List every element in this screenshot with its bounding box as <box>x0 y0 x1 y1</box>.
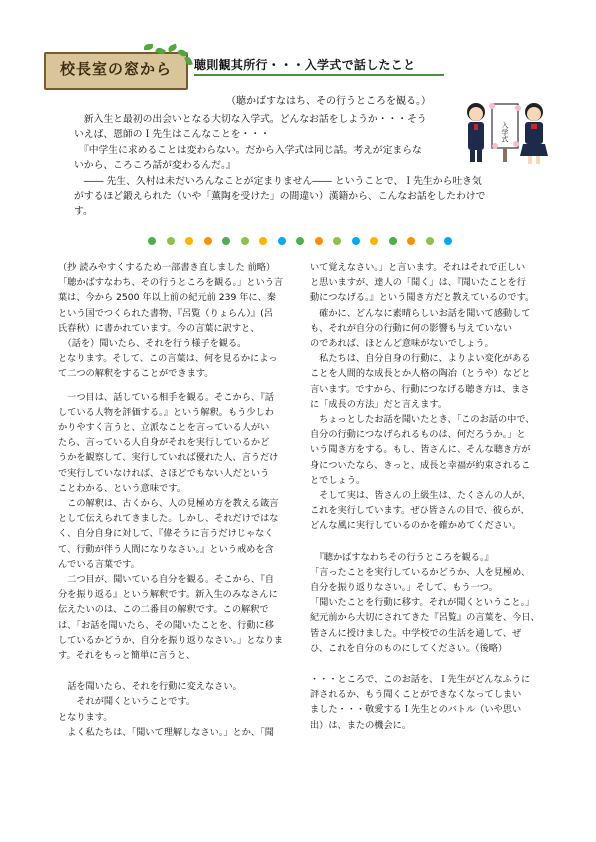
text-line: 葉は、今から 2500 年以上前の紀元前 239 年に、秦 <box>58 292 276 304</box>
text-line: 紀元前から大切にされてきた『呂覧』の言葉を、今日、 <box>310 612 540 624</box>
text-line: どんな風に実行しているのかを確かめてください。 <box>310 520 522 532</box>
divider-dot <box>407 237 415 245</box>
text-line: ひ、これを自分のものにしてください。（後略） <box>310 642 508 654</box>
students-illustration <box>462 94 552 166</box>
divider-dot <box>389 237 397 245</box>
text-line: も、それが自分の行動に何の影響も与えていない <box>310 322 513 334</box>
title-underline <box>194 74 444 76</box>
divider-dot <box>259 237 267 245</box>
text-line: よく私たちは、「聞いて理解しなさい。」とか、「聞 <box>58 726 274 738</box>
intro-line: がするほど鍛えられた（いや「薫陶を受けた」の間違い）漢籍から、こんなお話をしたわけで <box>74 191 486 203</box>
text-line: 一つ目は、話している相手を観る。そこから、『話 <box>58 391 274 403</box>
text-line: となります。 <box>58 711 113 723</box>
intro-line: いえば、恩師のＩ先生はこんなことを・・・ <box>74 129 270 141</box>
students-illustration-graphic <box>462 94 552 166</box>
text-line: それが聞くということです。 <box>58 696 196 708</box>
text-line: て、行動が伴う人間になりなさい。』という戒めを含 <box>58 543 274 555</box>
divider-dot <box>204 237 212 245</box>
divider-dot <box>278 237 286 245</box>
divider-dot <box>444 237 452 245</box>
text-line: 皆さんに授けました。中学校での生活を通して、ぜ <box>310 627 522 639</box>
text-line: て二つの解釈をすることができます。 <box>58 368 214 380</box>
sign-label: 入学式 <box>501 121 509 143</box>
text-line: ことわかる、という意味です。 <box>58 482 186 494</box>
text-line: いて覚えなさい。」と言います。それはそれで正しい <box>310 262 526 273</box>
text-line: ちょっとしたお話を聞いたとき、「このお話の中で、 <box>310 414 535 426</box>
text-line: 確かに、どんなに素晴らしいお話を聞いて感動して <box>310 307 531 319</box>
text-line: ・・・ところで、このお話を、Ｉ先生がどんなふうに <box>310 674 531 686</box>
column-badge <box>44 46 190 88</box>
badge-label: 校長室の窓から <box>59 60 172 78</box>
text-line: 「言ったことを実行しているかどうか、人を見極め、 <box>310 566 531 578</box>
text-line: これを実行しています。ぜひ皆さんの目で、彼らが、 <box>310 505 530 517</box>
text-line: いう聞き方をする。もし、皆さんに、そんな聴き方が <box>310 444 531 456</box>
divider-dot <box>241 237 249 245</box>
left-column <box>58 260 308 740</box>
text-line: この解釈は、古くから、人の見極め方を教える箴言 <box>58 498 279 510</box>
text-line: く、自分自身に対して、『偉そうに言うだけじゃなく <box>58 528 274 540</box>
divider-dot <box>370 237 378 245</box>
text-line: に「成長の方法」だと言えます。 <box>310 398 448 410</box>
text-line: 分を振り返る』という解釈です。新入生のみなさんに <box>58 589 278 601</box>
text-line: たら、言っている人自身がそれを実行しているかど <box>58 437 270 449</box>
text-line: 身についたなら、きっと、成長と幸福が約束されるこ <box>310 459 531 471</box>
divider-dot <box>148 237 156 245</box>
divider-dot <box>426 237 434 245</box>
paragraph-gap <box>310 656 560 672</box>
right-column <box>310 260 560 733</box>
text-line: は、「お話を聞いたら、その聞いたことを、行動に移 <box>58 619 274 631</box>
intro-line: 『中学生に求めることは変わらない。だから入学式は同じ話。考えが定まらな <box>74 144 422 156</box>
divider-dot <box>167 237 175 245</box>
text-line: そして実は、皆さんの上級生は、たくさんの人が、 <box>310 490 531 502</box>
text-line: 動につなげる。』という聞き方だと教えているのです。 <box>310 292 535 304</box>
text-line: 話を聞いたら、それを行動に変えなさい。 <box>58 681 242 693</box>
intro-line: いから、ころころ話が変わるんだ。』 <box>74 160 236 172</box>
text-line: ました・・・敬愛するＩ先生とのバトル（いや思い <box>310 704 522 716</box>
text-line: 自分を振り返りなさい。」そして、もう一つ。 <box>310 582 498 594</box>
intro-paragraph <box>74 112 486 220</box>
text-line: として伝えられてきました。しかし、それだけではな <box>58 513 279 525</box>
text-line: （抄 読みやすくするため一部書き直しました 前略） <box>58 262 276 273</box>
text-line: ことを人間的な成長とか人格の陶冶（とうや）などと <box>310 368 531 380</box>
text-line: 『聴かばすなわちその行うところを観る。』 <box>310 551 494 563</box>
text-line: と思いますが、達人の「聞く」は、『聞いたことを行 <box>310 277 526 289</box>
text-line: とでしょう。 <box>310 474 366 486</box>
text-line: んでいる言葉です。 <box>58 558 140 570</box>
text-line: という国でつくられた書物、『呂覧（りょらん）』(呂 <box>58 307 273 319</box>
text-line: （話を）聞いたら、それを行う様子を観る。 <box>58 338 247 350</box>
text-line: となります。そして、この言葉は、何を見るかによっ <box>58 353 278 365</box>
text-line: している人物を評価する。』という解釈。もう少しわ <box>58 406 274 418</box>
text-line: す。それをもっと簡単に言うと、 <box>58 650 196 662</box>
text-line: 「聞いたことを行動に移す。それが聞くということ。」 <box>310 597 535 609</box>
article-title: 聴則観其所行・・・入学式で話したこと <box>194 58 416 72</box>
divider-dot <box>333 237 341 245</box>
text-line: 言います。ですから、行動につなげる聴き方は、まさ <box>310 383 530 395</box>
paragraph-gap <box>58 382 308 390</box>
text-line: 出）は、またの機会に。 <box>310 719 412 731</box>
text-line: 二つ目が、聞いている自分を観る。そこから、『自 <box>58 574 274 586</box>
divider-dot <box>315 237 323 245</box>
intro-line: ―― 先生、久村は未だいろんなことが定まりません―― ということで、Ｉ先生から吐き気 <box>74 175 482 187</box>
paragraph-gap <box>310 534 560 550</box>
text-line: 氏春秋）に書かれています。今の言葉に訳すと、 <box>58 322 260 334</box>
text-line: で実行していなければ、さほどでもない人だという <box>58 467 270 479</box>
text-line: しているかどうか、自分を振り返りなさい。」となりま <box>58 634 284 646</box>
dot-divider <box>148 237 458 247</box>
text-line: 「聴かばすなわち、その行うところを観る。」という言 <box>58 277 284 289</box>
divider-dot <box>222 237 230 245</box>
text-line: 評されるか、もう聞くことができなくなってしまい <box>310 689 522 701</box>
leaf-icon <box>144 44 153 50</box>
paragraph-gap <box>58 663 308 679</box>
intro-line: 新入生と最初の出会いとなる大切な入学式。どんなお話をしようか・・・そう <box>74 114 427 125</box>
text-line: 私たちは、自分自身の行動に、よりよい変化がある <box>310 353 531 365</box>
text-line: 自分の行動につなげられるものは、何だろうか。」と <box>310 429 526 441</box>
text-line: 伝えたいのは、この二番目の解釈です。この解釈で <box>58 604 269 616</box>
divider-dot <box>296 237 304 245</box>
divider-dot <box>352 237 360 245</box>
text-line: うかを観察して、実行していれば優れた人、言うだけ <box>58 452 279 464</box>
text-line: かりやすく言うと、立派なことを言っている人がい <box>58 422 270 434</box>
text-line: のであれば、ほとんど意味がないでしょう。 <box>310 338 494 350</box>
intro-line: す。 <box>74 206 93 218</box>
divider-dot <box>185 237 193 245</box>
article-subtitle: （聴かばすなはち、その行うところを観る。） <box>226 96 431 107</box>
